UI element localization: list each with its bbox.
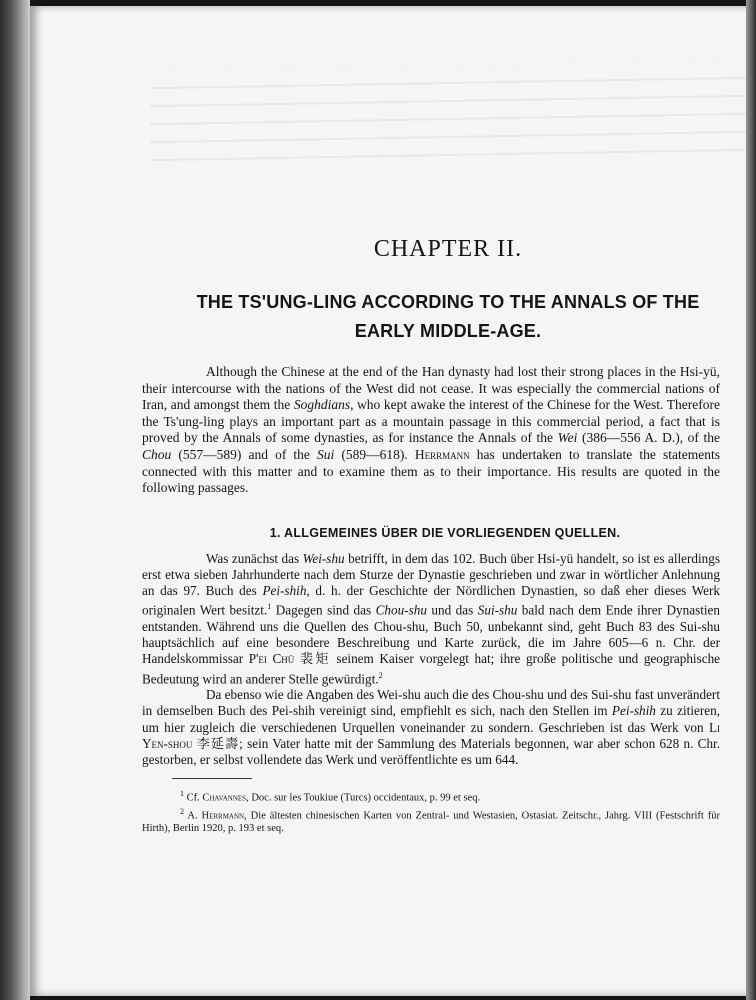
footnote-1: $^1$ Cf. Chavannes, Doc. sur les Toukiue (Turcs) occidentaux, p. 99 et seq. — [180, 789, 481, 804]
chapter-title-line-1: THE TS'UNG-LING ACCORDING TO THE ANNALS OF THE — [196, 292, 700, 312]
footnote-2: $^2$ A. Herrmann, Die ältesten chinesischen Karten von Zentral- und Westasien, Ostasiat. Zeitschr., Jahrg. VIII (Festschrift für Hirth), Berlin 1920, p. 193 et seq. — [142, 806, 720, 835]
book-gutter-shadow — [0, 0, 30, 1000]
german-paragraph-1: Was zunächst das Wei-shu betrifft, in dem das 102. Buch über Hsi-yü handelt, so ist es allerdings erst etwa sieben Jahrhunderte nach dem Sturze der Dynastie geschrieben und zwar in wörtlicher Anlehnung an das 97. Buch des Pei-shih, d. h. der Geschichte der Nördlichen Dynastien, so daß eher dieses Werk originalen Wert besitzt.$^1$ Dagegen sind das Chou-shu und das Sui-shu bald nach dem Ende ihrer Dynastien entstanden. Während uns die Quellen des Chou-shu, Buch 50, unbekannt sind, geht Buch 83 des Sui-shu hauptsächlich auf eine besondere Beschreibung und Karte zurück, die im Jahre 605—6 n. Chr. der Handelskommissar P'ei Chü 裴矩 seinem Kaiser vorgelegt hat; ihre große politische und geographische Bedeutung wird an anderer Stelle gewürdigt.$^2$ — [142, 550, 721, 686]
page-content — [142, 236, 720, 835]
german-paragraph-2: Da ebenso wie die Angaben des Wei-shu auch die des Chou-shu und des Sui-shu fast unverändert in demselben Buch des Pei-shih vereinigt sind, empfiehlt es sich, nach den Stellen im Pei-shih zu zitieren, um hier zugleich die verschiedenen Urquellen voneinander zu sondern. Geschrieben ist das Werk von Li Yen-shou 李延壽; sein Vater hatte mit der Sammlung des Materials begonnen, war aber schon 628 n. Chr. gestorben, er selbst vollendete das Werk und veröffentlichte es um 644. — [142, 687, 721, 767]
intro-paragraph: Although the Chinese at the end of the Han dynasty had lost their strong places in the Hsi-yü, their intercourse with the nations of the West did not cease. It was especially the commercial nations of Iran, and amongst them the Soghdians, who kept awake the interest of the Chinese for the West. Therefore the Ts'ung-ling plays an important part as a mountain passage in this commercial period, a fact that is proved by the Annals of some dynasties, as for instance the Annals of the Wei (386—556 A. D.), of the Chou (557—589) and of the Sui (589—618). Herrmann has undertaken to translate the statements connected with this matter and to examine them as to their importance. His results are quoted in the following passages. — [142, 364, 720, 496]
chapter-label: CHAPTER II. — [373, 236, 523, 262]
chapter-title — [176, 288, 720, 346]
page-edge-shadow — [746, 0, 756, 1000]
chapter-title-line-2: EARLY MIDDLE-AGE. — [354, 321, 542, 341]
footnote-ref-2[interactable]: 2 — [378, 670, 383, 680]
footnote-divider — [172, 778, 252, 779]
section-heading: 1. ALLGEMEINES ÜBER DIE VORLIEGENDEN QUELLEN. — [269, 525, 621, 540]
show-through-text — [150, 61, 750, 161]
footnote-ref-1[interactable]: 1 — [267, 602, 272, 612]
